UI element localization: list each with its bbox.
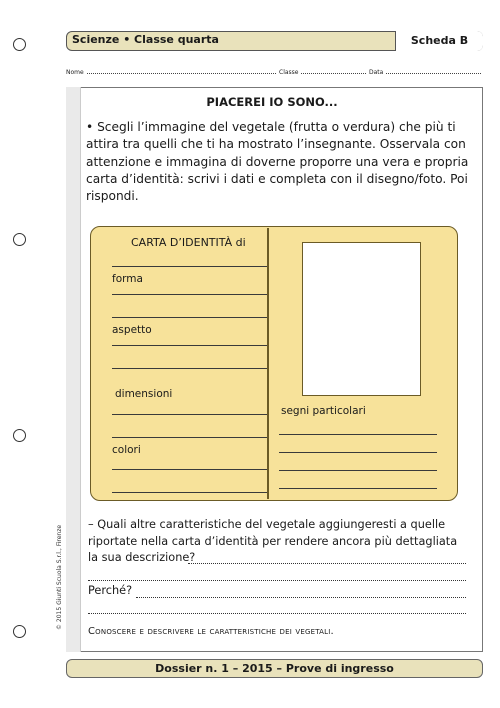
name-label: Nome bbox=[66, 69, 84, 76]
footer-text: Dossier n. 1 – 2015 – Prove di ingresso bbox=[155, 662, 394, 675]
card-title: CARTA D’IDENTITÀ di bbox=[131, 236, 246, 249]
instructions: • Scegli l’immagine del vegetale (frutta o verdura) che più ti attira tra quelli che ti ha mostrato l’insegnante. Osservala con attenzione e immagina di doverne proporre una vera e propria carta d’identità: scrivi i dati e completa con il disegno/foto. Poi rispondi. bbox=[86, 120, 469, 204]
name-field[interactable] bbox=[87, 73, 276, 74]
perche-label: Perché? bbox=[88, 584, 133, 597]
dimensioni-label: dimensioni bbox=[115, 388, 173, 400]
header-title: Scienze • Classe quarta bbox=[72, 33, 219, 46]
card-line[interactable] bbox=[112, 317, 267, 318]
card-line[interactable] bbox=[279, 470, 437, 471]
forma-label: forma bbox=[112, 273, 143, 285]
card-line[interactable] bbox=[112, 469, 267, 470]
card-line[interactable] bbox=[112, 345, 267, 346]
binder-hole bbox=[13, 625, 26, 638]
card-line[interactable] bbox=[112, 266, 267, 267]
answer-line[interactable] bbox=[136, 597, 466, 598]
card-line[interactable] bbox=[112, 414, 267, 415]
binder-hole bbox=[13, 233, 26, 246]
learning-objective: Conoscere e descrivere le caratteristiche dei vegetali. bbox=[88, 626, 334, 637]
date-field[interactable] bbox=[386, 73, 481, 74]
card-line[interactable] bbox=[279, 452, 437, 453]
worksheet-title: PIACEREI IO SONO... bbox=[206, 95, 338, 109]
card-line[interactable] bbox=[112, 492, 267, 493]
binder-hole bbox=[13, 429, 26, 442]
colori-label: colori bbox=[112, 444, 141, 456]
name-row bbox=[66, 69, 484, 76]
answer-line[interactable] bbox=[88, 580, 466, 581]
card-line[interactable] bbox=[279, 488, 437, 489]
class-label: Classe bbox=[279, 69, 299, 76]
card-line[interactable] bbox=[112, 368, 267, 369]
class-field[interactable] bbox=[301, 73, 366, 74]
question-text: – Quali altre caratteristiche del vegetale aggiungeresti a quelle riportate nella carta d’identità per rendere ancora più dettagliata la sua descrizione? bbox=[88, 518, 458, 565]
scheda-label: Scheda B bbox=[410, 34, 469, 47]
binder-hole bbox=[13, 38, 26, 51]
footer-bar bbox=[66, 659, 483, 678]
card-divider bbox=[267, 228, 269, 499]
scheda-label-box bbox=[395, 31, 483, 51]
answer-line[interactable] bbox=[88, 613, 466, 614]
aspetto-label: aspetto bbox=[112, 324, 152, 336]
date-label: Data bbox=[369, 69, 384, 76]
photo-box[interactable] bbox=[302, 242, 421, 396]
card-line[interactable] bbox=[279, 434, 437, 435]
card-line[interactable] bbox=[112, 294, 267, 295]
segni-label: segni particolari bbox=[281, 405, 366, 417]
copyright-notice: © 2015 Giunti Scuola S.r.l., Firenze bbox=[56, 524, 63, 630]
answer-line[interactable] bbox=[188, 563, 466, 564]
panel-margin-stripe bbox=[66, 87, 81, 652]
card-line[interactable] bbox=[112, 437, 267, 438]
